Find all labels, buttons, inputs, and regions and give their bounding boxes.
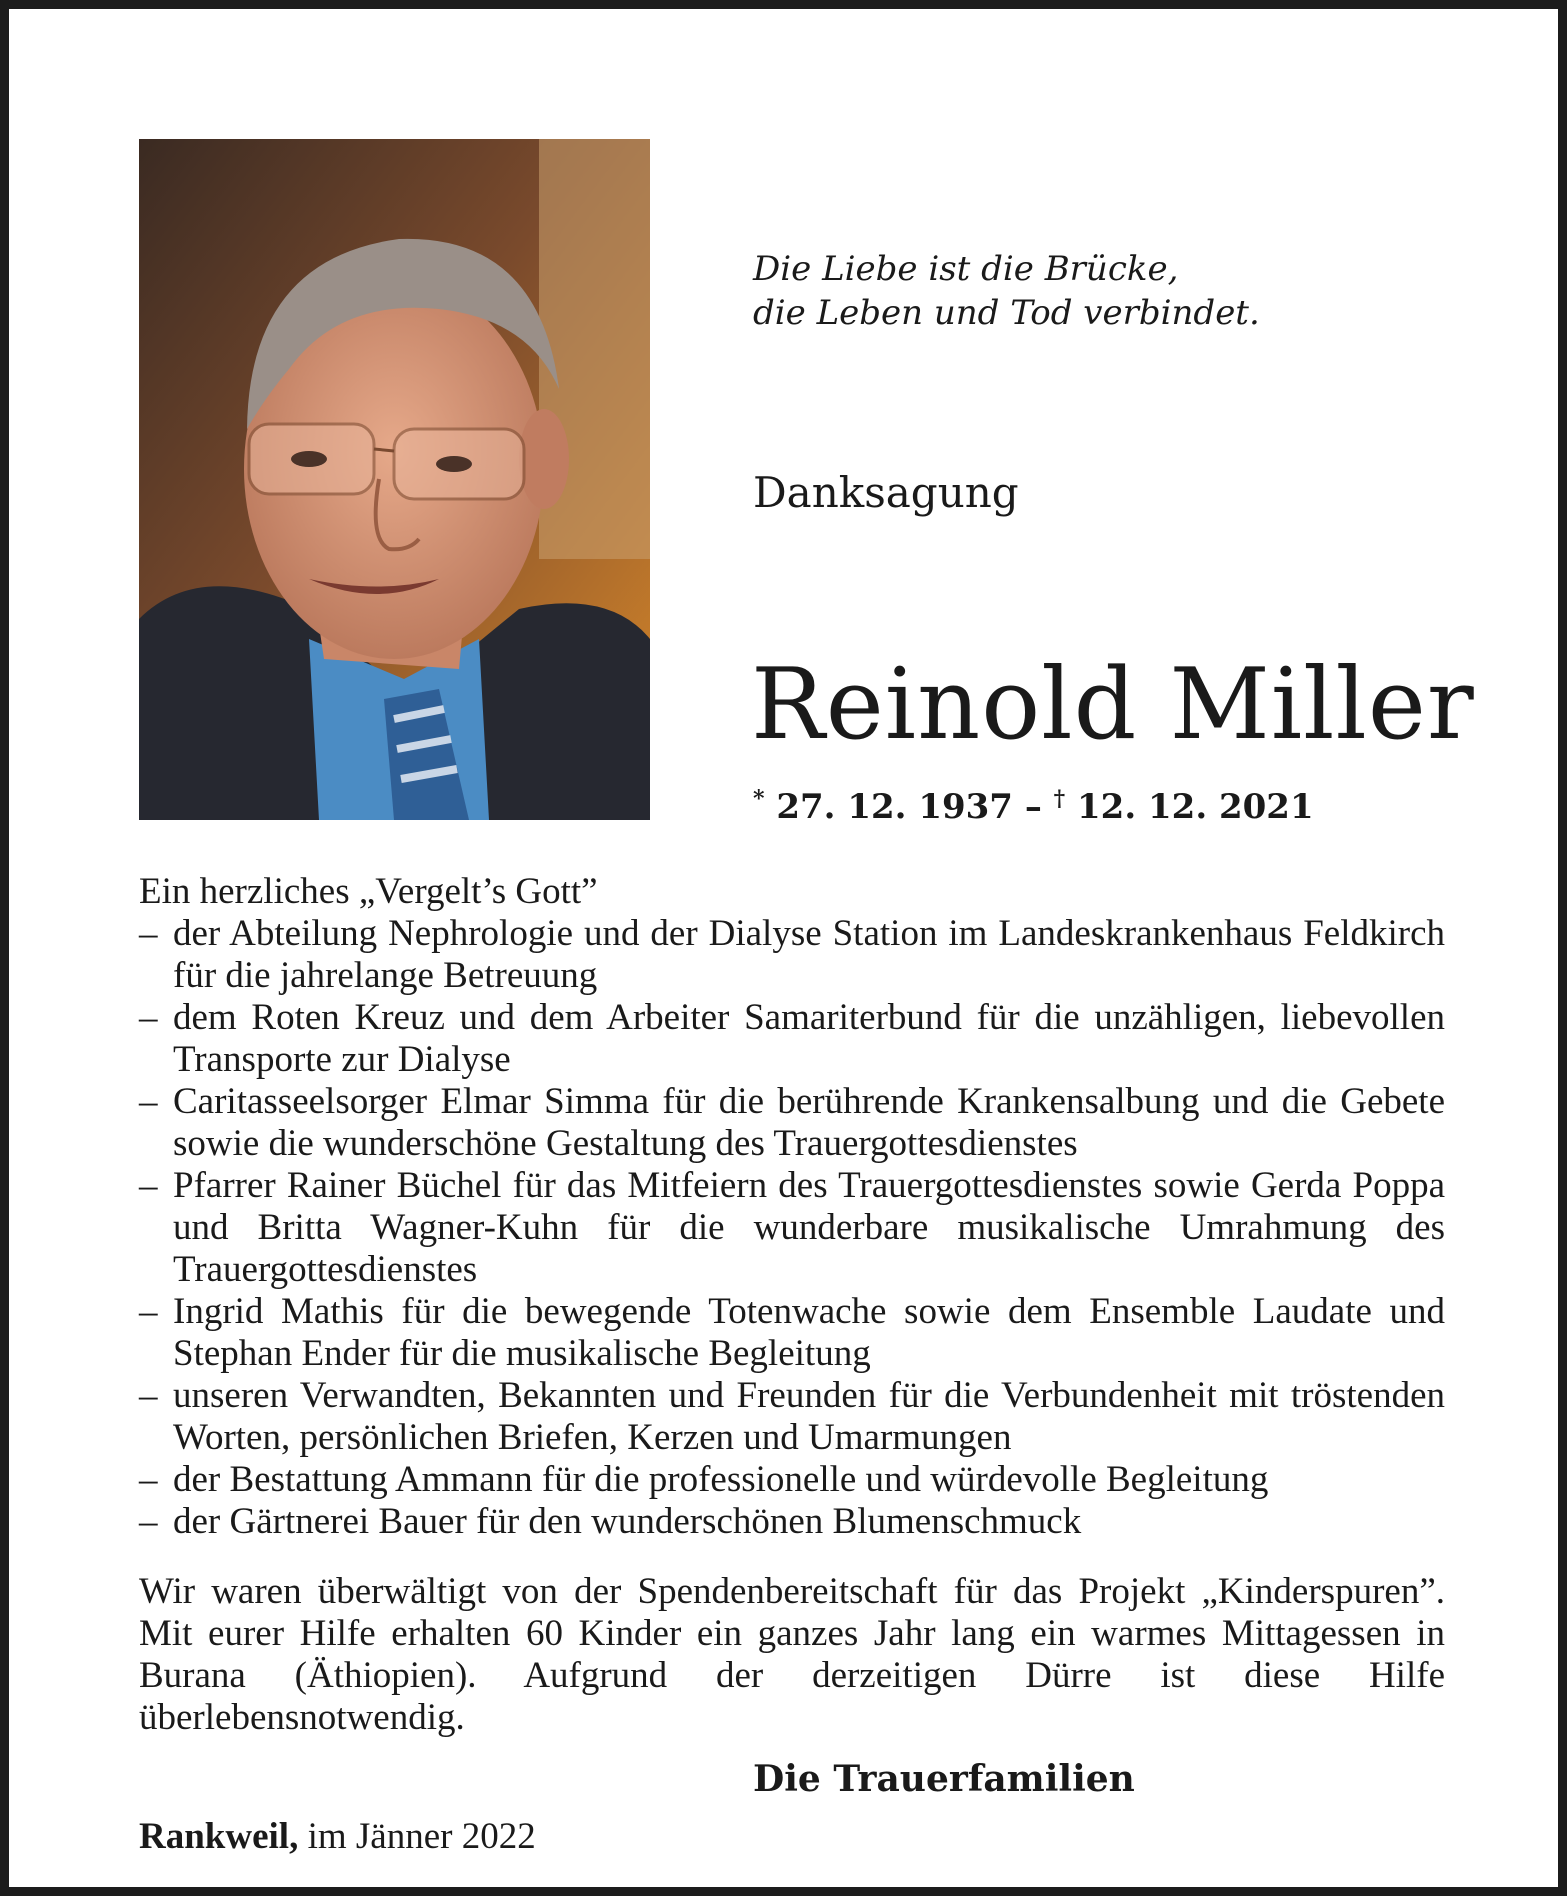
place-city: Rankweil, xyxy=(139,1816,299,1857)
thanks-intro: Ein herzliches „Vergelt’s Gott” xyxy=(139,871,598,912)
birth-mark: * xyxy=(753,786,765,812)
quote-line-2: die Leben und Tod verbindet. xyxy=(753,293,1260,333)
thanks-body xyxy=(139,871,1445,1739)
thanks-item: – unseren Verwandten, Bekannten und Freunden für die Verbundenheit mit tröstenden Worten, persönlichen Briefen, Kerzen und Umarmungen xyxy=(139,1375,1445,1459)
thanks-item: – Caritasseelsorger Elmar Simma für die berührende Krankensalbung und die Gebete sowie die wunderschöne Gestaltung des Trauergottesdienstes xyxy=(139,1081,1445,1165)
thanks-item: – Pfarrer Rainer Büchel für das Mitfeiern des Trauergottesdienstes sowie Gerda Poppa und Britta Wagner-Kuhn für die wunderbare musikalische Umrahmung des Trauergottesdienstes xyxy=(139,1165,1445,1291)
heading-danksagung: Danksagung xyxy=(753,468,1019,517)
donation-paragraph: Wir waren überwältigt von der Spendenbereitschaft für das Projekt „Kinderspuren”. Mit eurer Hilfe erhalten 60 Kinder ein ganzes Jahr lang ein warmes Mittagessen in Burana (Äthiopien). Aufgrund der derzeitigen Dürre ist diese Hilfe überlebensnotwendig. xyxy=(139,1571,1445,1738)
quote xyxy=(753,247,1453,335)
life-dates xyxy=(753,777,1314,829)
quote-line-1: Die Liebe ist die Brücke, xyxy=(753,249,1179,289)
date-separator: – xyxy=(1024,787,1042,827)
thanks-item: – der Bestattung Ammann für die professionelle und würdevolle Begleitung xyxy=(139,1459,1445,1501)
place-date-text: im Jänner 2022 xyxy=(307,1816,536,1857)
signature: Die Trauerfamilien xyxy=(753,1758,1135,1800)
death-date: 12. 12. 2021 xyxy=(1077,787,1314,827)
thanks-list xyxy=(139,913,1445,1543)
thanks-item: – der Gärtnerei Bauer für den wunderschönen Blumenschmuck xyxy=(139,1501,1445,1543)
death-mark: † xyxy=(1053,786,1066,812)
place-date xyxy=(139,1815,536,1859)
thanks-item: – dem Roten Kreuz und dem Arbeiter Samariterbund für die unzähligen, liebevollen Transporte zur Dialyse xyxy=(139,997,1445,1081)
portrait-image xyxy=(139,139,650,820)
portrait-photo xyxy=(139,139,650,820)
thanks-item: – Ingrid Mathis für die bewegende Totenwache sowie dem Ensemble Laudate und Stephan Ender für die musikalische Begleitung xyxy=(139,1291,1445,1375)
birth-date: 27. 12. 1937 xyxy=(776,787,1013,827)
deceased-name: Reinold Miller xyxy=(751,648,1475,762)
thanks-item: – der Abteilung Nephrologie und der Dialyse Station im Landeskrankenhaus Feldkirch für die jahrelange Betreuung xyxy=(139,913,1445,997)
